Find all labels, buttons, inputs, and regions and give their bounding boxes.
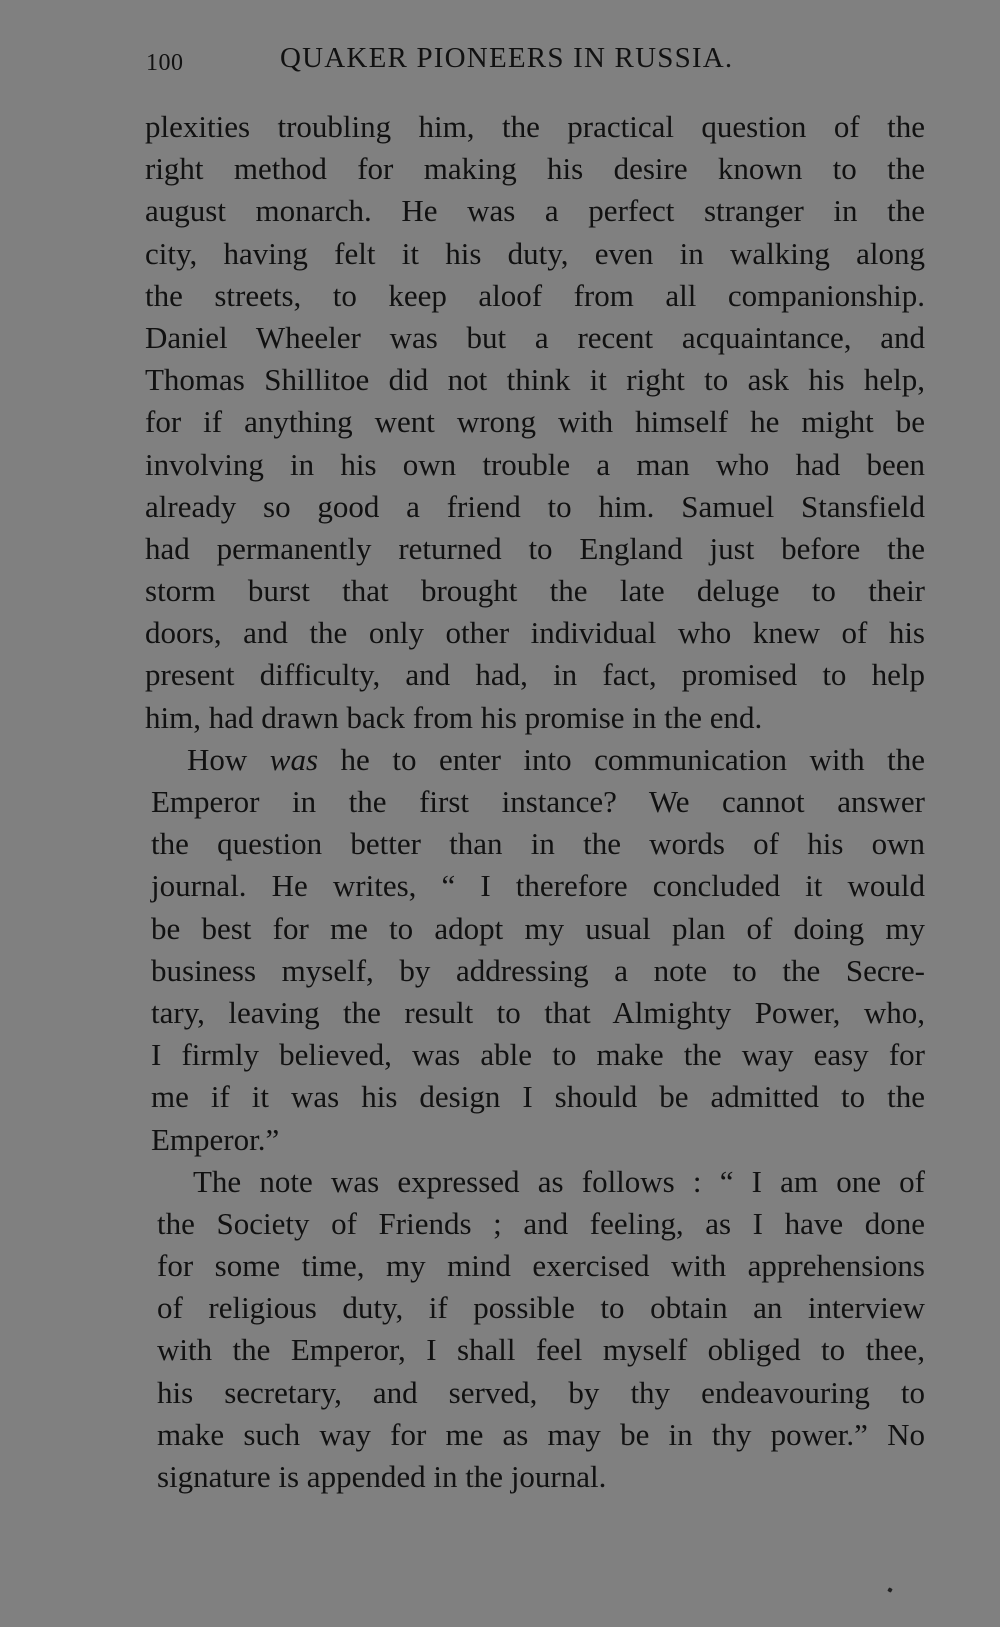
- text-line: his secretary, and served, by thy endeavouring to: [157, 1374, 925, 1410]
- text-line: make such way for me as may be in thy power.” No: [157, 1416, 925, 1452]
- text-line: him, had drawn back from his promise in the end.: [145, 699, 763, 735]
- text-line: already so good a friend to him. Samuel Stansfield: [145, 488, 925, 524]
- text-line: me if it was his design I should be admitted to the: [151, 1079, 925, 1115]
- paragraph-1: [145, 106, 925, 739]
- text-line: Emperor.”: [151, 1121, 280, 1157]
- text-line: journal. He writes, “ I therefore concluded it would: [151, 868, 925, 904]
- emphasis-word: was: [269, 741, 319, 777]
- text-line: business myself, by addressing a note to the Secre-: [151, 952, 925, 988]
- text-line: of religious duty, if possible to obtain an interview: [157, 1290, 925, 1326]
- text-line: the Society of Friends ; and feeling, as I have done: [157, 1205, 925, 1241]
- body-text: [145, 106, 925, 1498]
- text-line: Thomas Shillitoe did not think it right to ask his help,: [145, 362, 925, 398]
- running-head: QUAKER PIONEERS IN RUSSIA.: [280, 42, 734, 74]
- text-run: How: [187, 741, 270, 777]
- paragraph-2: [145, 739, 925, 1161]
- text-line: involving in his own trouble a man who had been: [145, 446, 925, 482]
- text-line: right method for making his desire known to the: [145, 151, 925, 187]
- text-line: The note was expressed as follows : “ I am one of: [193, 1163, 925, 1199]
- speck-mark: [887, 1587, 892, 1592]
- page-header: [146, 42, 786, 82]
- text-line: storm burst that brought the late deluge to their: [145, 573, 925, 609]
- text-line: the streets, to keep aloof from all companionship.: [145, 277, 925, 313]
- text-line: august monarch. He was a perfect stranger in the: [145, 193, 925, 229]
- text-line: city, having felt it his duty, even in walking along: [145, 235, 925, 271]
- text-line: present difficulty, and had, in fact, promised to help: [145, 657, 925, 693]
- text-line: the question better than in the words of his own: [151, 826, 925, 862]
- text-line: for if anything went wrong with himself he might be: [145, 404, 925, 440]
- text-line: be best for me to adopt my usual plan of doing my: [151, 910, 925, 946]
- text-line: tary, leaving the result to that Almighty Power, who,: [151, 994, 925, 1030]
- page-number: 100: [146, 50, 184, 76]
- paragraph-3: [145, 1161, 925, 1499]
- text-line: doors, and the only other individual who knew of his: [145, 615, 925, 651]
- text-line: had permanently returned to England just before the: [145, 530, 925, 566]
- text-line: I firmly believed, was able to make the way easy for: [151, 1037, 925, 1073]
- text-line: signature is appended in the journal.: [157, 1459, 607, 1494]
- text-run: he to enter into communication with the: [318, 741, 925, 777]
- text-line: plexities troubling him, the practical question of the: [145, 109, 925, 144]
- text-line: Daniel Wheeler was but a recent acquaintance, and: [145, 319, 925, 355]
- text-line: with the Emperor, I shall feel myself obliged to thee,: [157, 1332, 925, 1368]
- text-line: [151, 739, 925, 781]
- text-line: Emperor in the first instance? We cannot answer: [151, 784, 925, 819]
- text-line: for some time, my mind exercised with apprehensions: [157, 1248, 925, 1284]
